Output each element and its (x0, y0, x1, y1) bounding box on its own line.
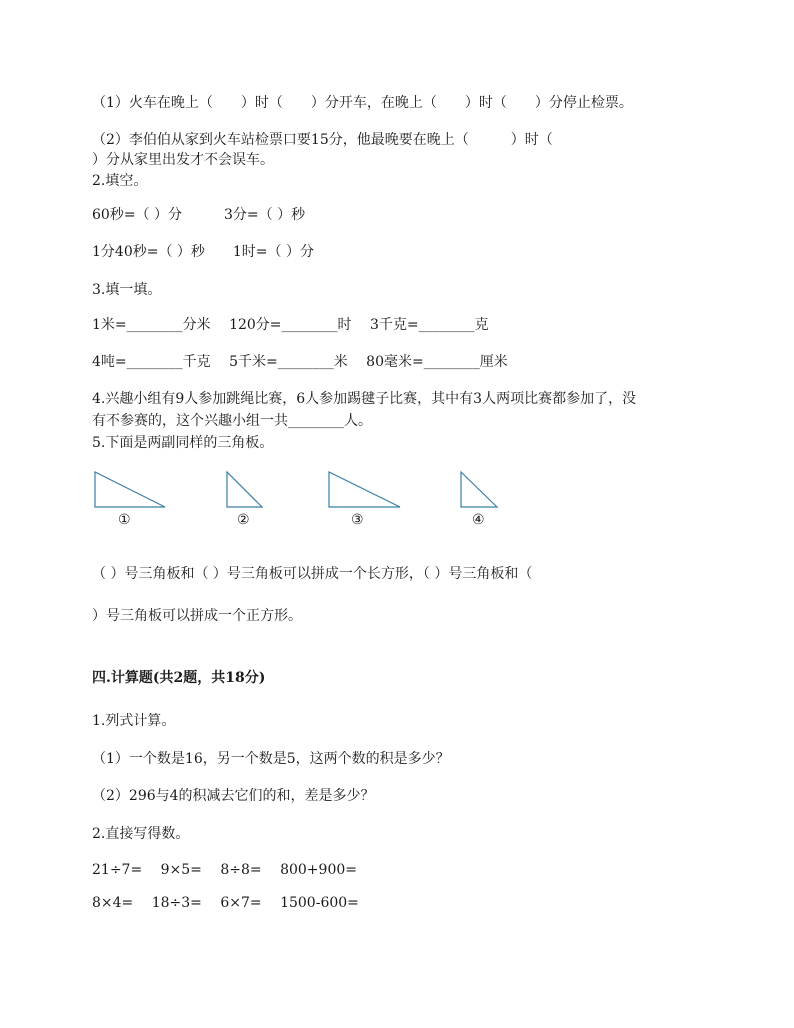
unit-row-1: 1米=________分米 120分=________时 3千克=________克 (92, 317, 489, 333)
fill-row-1: 60秒=（ ）分 3分=（ ）秒 (92, 207, 306, 223)
q-interest-group-2: 有不参赛的，这个兴趣小组一共________人。 (92, 413, 372, 429)
q-triangle-answer-2: ）号三角板可以拼成一个正方形。 (92, 608, 302, 624)
q-interest-group-1: 4.兴趣小组有9人参加跳绳比赛，6人参加踢毽子比赛，其中有3人两项比赛都参加了，没 (92, 391, 637, 407)
triangle-label-2: ② (237, 512, 250, 528)
triangle-label-4: ④ (472, 512, 485, 528)
q-train-time-2: （2）李伯伯从家到火车站检票口要15分，他最晚要在晚上（ ）时（ (92, 132, 553, 148)
triangle-1 (95, 472, 165, 507)
q-product: （1）一个数是16，另一个数是5，这两个数的积是多少？ (92, 751, 450, 767)
section-fill-in-title: 3.填一填。 (92, 282, 162, 298)
q-difference: （2）296与4的积减去它们的和，差是多少？ (92, 788, 375, 804)
q-train-time-2-cont: ）分从家里出发才不会误车。 (92, 152, 274, 168)
section-calc-title: 四.计算题(共2题，共18分) (92, 670, 266, 686)
section-direct-write-title: 2.直接写得数。 (92, 826, 190, 842)
triangle-label-1: ① (118, 512, 131, 528)
unit-row-2: 4吨=________千克 5千米=________米 80毫米=________厘米 (92, 354, 508, 370)
section-list-calc-title: 1.列式计算。 (92, 713, 176, 729)
section-fill-blank-title: 2.填空。 (92, 173, 148, 189)
triangle-label-3: ③ (351, 512, 364, 528)
oral-calc-row-1: 21÷7= 9×5= 8÷8= 800+900= (92, 862, 357, 878)
fill-row-2: 1分40秒=（ ）秒 1时=（ ）分 (92, 244, 314, 260)
q-triangle-answer-1: （ ）号三角板和（ ）号三角板可以拼成一个长方形，（ ）号三角板和（ (92, 566, 533, 582)
q-train-time-1: （1）火车在晚上（ ）时（ ）分开车，在晚上（ ）时（ ）分停止检票。 (92, 95, 633, 111)
triangle-4 (461, 472, 497, 507)
q-triangle-intro: 5.下面是两副同样的三角板。 (92, 435, 274, 451)
oral-calc-row-2: 8×4= 18÷3= 6×7= 1500-600= (92, 895, 359, 911)
triangle-2 (227, 472, 262, 507)
triangle-3 (329, 472, 400, 507)
